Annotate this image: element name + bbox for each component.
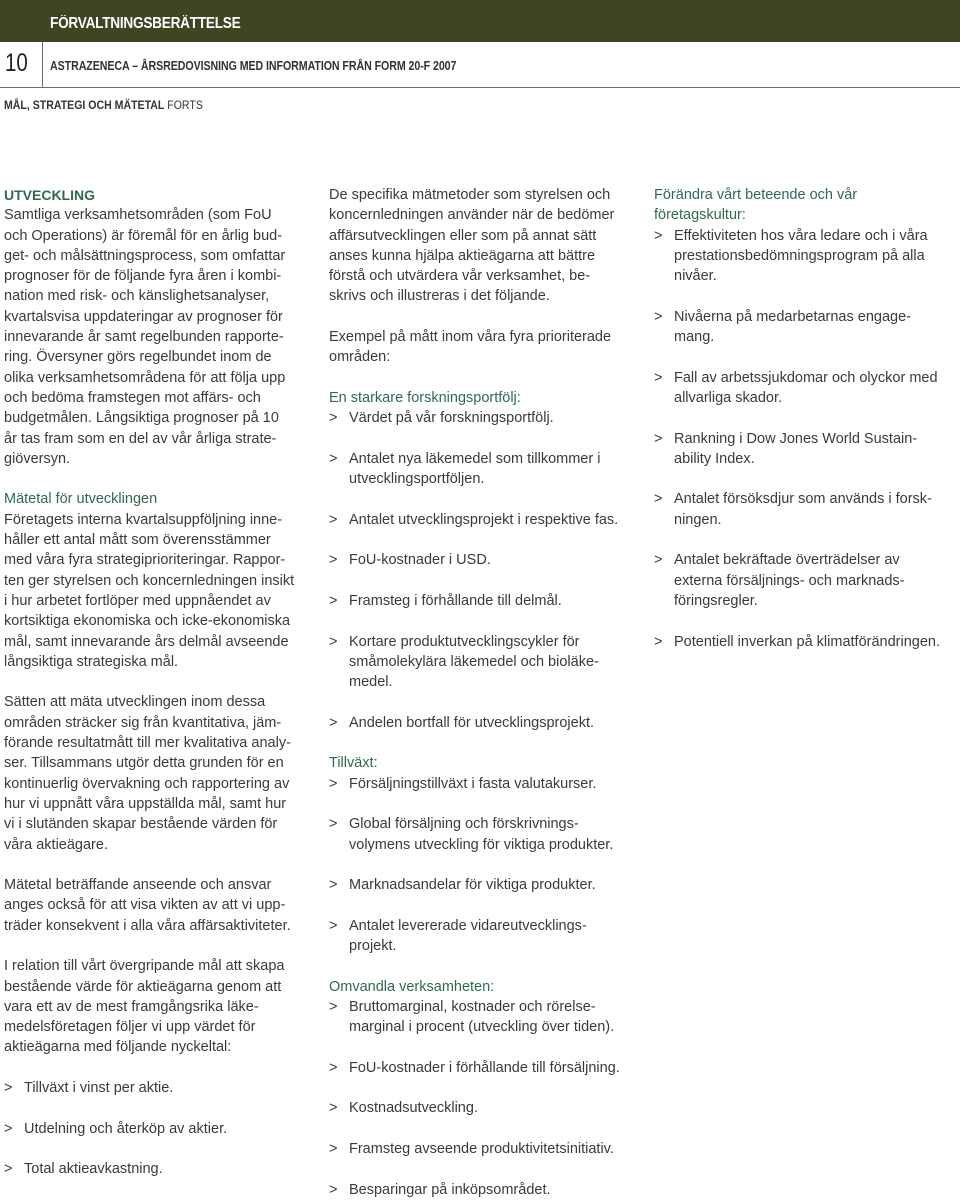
bullet-marker: > — [329, 450, 338, 467]
paragraph — [4, 875, 316, 936]
bullet-item — [654, 489, 960, 530]
bullet-list — [4, 1078, 316, 1179]
text-line: prognoser för de följande fyra åren i kombi- — [4, 268, 282, 285]
text-line: Samtliga verksamhetsområden (som FoU — [4, 207, 272, 224]
bullet-item — [654, 632, 960, 652]
bullet-marker: > — [329, 775, 338, 792]
subheading-bold: MÅL, STRATEGI OCH MÄTETAL — [4, 98, 165, 112]
bullet-text: Värdet på vår forskningsportfölj. — [349, 410, 554, 427]
bullet-marker: > — [654, 308, 663, 325]
text-line: De specifika mätmetoder som styrelsen och — [329, 187, 611, 203]
bullet-text: Antalet försöksdjur som används i forsk- — [674, 491, 932, 508]
text-line: affärsutvecklingen eller som på annat sätt — [329, 227, 597, 244]
bullet-item — [4, 1119, 316, 1139]
text-line: företagskultur: — [654, 207, 746, 224]
bullet-text: Potentiell inverkan på klimatförändringen. — [674, 633, 940, 650]
subheading-rest: FORTS — [164, 98, 203, 112]
text-line: bestående värde för aktieägarna genom att — [4, 978, 282, 995]
bullet-text: Framsteg avseende produktivitetsinitiativ. — [349, 1140, 614, 1157]
text-line: innevarande år samt regelbunden rapporte- — [4, 329, 284, 346]
bullet-text: ningen. — [674, 511, 722, 528]
paragraph — [329, 327, 645, 368]
bullet-marker: > — [4, 1161, 13, 1178]
bullet-marker: > — [329, 1140, 338, 1157]
bullet-text: Antalet utvecklingsprojekt i respektive fas. — [349, 511, 619, 528]
text-line: förstå och utvärdera vår verksamhet, be- — [329, 268, 591, 285]
bullet-item — [4, 1078, 316, 1098]
bullet-item — [329, 997, 645, 1038]
column-middle — [329, 185, 645, 1200]
group-title: En starkare forskningsportfölj: — [329, 389, 521, 406]
bullet-marker: > — [329, 1181, 338, 1198]
bullet-item — [329, 591, 645, 611]
bullet-text: Kostnadsutveckling. — [349, 1100, 478, 1117]
bullet-marker: > — [329, 877, 338, 894]
text-line: ser. Tillsammans utgör detta grunden för en — [4, 755, 284, 772]
column-right — [654, 185, 960, 652]
text-line: anges också för att visa vikten av att vi upp- — [4, 897, 286, 914]
bullet-text: Antalet bekräftade överträdelser av — [674, 552, 900, 569]
group-title: Omvandla verksamheten: — [329, 978, 495, 995]
text-line: vara ett av de mest framgångsrika läke- — [4, 998, 259, 1015]
text-line: områden: — [329, 349, 391, 366]
bullet-text: Nivåerna på medarbetarnas engage- — [674, 308, 911, 325]
bullet-text: föringsregler. — [674, 592, 758, 609]
bullet-marker: > — [654, 430, 663, 447]
bullet-item — [654, 550, 960, 611]
bullet-marker: > — [654, 369, 663, 386]
text-line: ten ger styrelsen och koncernledningen insikt — [4, 572, 295, 589]
bullet-item — [329, 713, 645, 733]
paragraph — [329, 185, 645, 307]
bullet-marker: > — [654, 552, 663, 569]
bullet-text: prestationsbedömningsprogram på alla — [674, 247, 925, 264]
page-number-text: 10 — [5, 49, 28, 77]
bullet-item — [329, 875, 645, 895]
bullet-item — [329, 550, 645, 570]
bullet-item — [329, 408, 645, 428]
text-line: och bedöma framstegen mot affärs- och — [4, 389, 261, 406]
bullet-text: småmolekylära läkemedel och bioläke- — [349, 653, 599, 670]
text-line: aktieägarna med följande nyckeltal: — [4, 1039, 232, 1056]
bullet-list — [654, 226, 960, 652]
bullet-text: projekt. — [349, 937, 397, 954]
bullet-item — [329, 1139, 645, 1159]
text-line: kvartalsvisa uppdateringar av prognoser för — [4, 308, 283, 325]
text-line: träder konsekvent i alla våra affärsaktiviteter. — [4, 917, 291, 934]
bullet-marker: > — [4, 1080, 13, 1097]
text-line: kontinuerlig övervakning och rapportering av — [4, 775, 290, 792]
bullet-text: ability Index. — [674, 450, 755, 467]
bullet-text: utvecklingsportföljen. — [349, 471, 485, 488]
bullet-text: Försäljningstillväxt i fasta valutakurser. — [349, 775, 597, 792]
bullet-text: nivåer. — [674, 268, 717, 285]
bullet-item — [329, 510, 645, 530]
text-line: år tas fram som en del av vår årliga strate- — [4, 430, 277, 447]
bullet-item — [329, 449, 645, 490]
bullet-marker: > — [329, 917, 338, 934]
bullet-text: Framsteg i förhållande till delmål. — [349, 592, 562, 609]
bullet-marker: > — [329, 633, 338, 650]
group-title: Tillväxt: — [329, 755, 378, 772]
bullet-text: Utdelning och återköp av aktier. — [24, 1120, 228, 1137]
bullet-marker: > — [329, 511, 338, 528]
text-line: områden sträcker sig från kvantitativa, jäm- — [4, 714, 282, 731]
bullet-text: Antalet nya läkemedel som tillkommer i — [349, 450, 601, 467]
text-line: koncernledningen använder när de bedömer — [329, 207, 615, 224]
bullet-text: allvarliga skador. — [674, 389, 782, 406]
text-line: skrivs och illustreras i det följande. — [329, 288, 550, 305]
text-line: giöversyn. — [4, 450, 71, 467]
paragraph — [4, 692, 316, 854]
text-line: och Operations) är föremål för en årlig bud- — [4, 227, 283, 244]
bullet-text: Marknadsandelar för viktiga produkter. — [349, 877, 596, 894]
text-line: I relation till vårt övergripande mål att skapa — [4, 958, 285, 975]
text-line: anses kunna hjälpa aktieägarna att bättre — [329, 247, 596, 264]
bullet-text: Bruttomarginal, kostnader och rörelse- — [349, 998, 596, 1015]
bullet-text: marginal i procent (utveckling över tiden). — [349, 1019, 615, 1036]
bullet-item — [4, 1159, 316, 1179]
bullet-marker: > — [329, 1059, 338, 1076]
text-line: Företagets interna kvartalsuppföljning inne- — [4, 511, 283, 528]
bullet-marker: > — [329, 714, 338, 731]
bullet-item — [329, 632, 645, 693]
bullet-item — [329, 774, 645, 794]
bullet-item — [329, 916, 645, 957]
text-line: förande resultatmått till mer kvalitativa analy- — [4, 735, 291, 752]
bullet-marker: > — [329, 816, 338, 833]
paragraph — [4, 205, 316, 469]
bullet-text: Global försäljning och förskrivnings- — [349, 816, 579, 833]
bullet-text: Effektiviteten hos våra ledare och i våra — [674, 227, 928, 244]
text-line: i hur arbetet fortlöper med uppnåendet av — [4, 592, 271, 609]
bullet-text: Andelen bortfall för utvecklingsprojekt. — [349, 714, 595, 731]
bullet-text: Fall av arbetssjukdomar och olyckor med — [674, 369, 938, 386]
heading-matetal: Mätetal för utvecklingen — [4, 491, 158, 508]
bullet-list — [329, 997, 645, 1200]
text-line: medelsföretagen följer vi upp värdet för — [4, 1019, 256, 1036]
text-line: våra aktieägare. — [4, 836, 108, 853]
text-line: budgetmålen. Långsiktiga prognoser på 10 — [4, 410, 279, 427]
text-line: hur vi uppnått våra uppställda mål, samt hur — [4, 795, 287, 812]
bullet-text: FoU-kostnader i förhållande till försäljning. — [349, 1059, 620, 1076]
bullet-item — [329, 814, 645, 855]
document-title: ASTRAZENECA – ÅRSREDOVISNING MED INFORMATION FRÅN FORM 20-F 2007 — [50, 58, 457, 73]
text-line: långsiktiga strategiska mål. — [4, 653, 179, 670]
paragraph — [4, 956, 316, 1057]
text-line: kortsiktiga ekonomiska och icke-ekonomiska — [4, 613, 291, 630]
heading-utveckling: UTVECKLING — [4, 187, 95, 203]
bullet-text: Kortare produktutvecklingscykler för — [349, 633, 580, 650]
divider — [42, 42, 43, 87]
bullet-marker: > — [329, 410, 338, 427]
bullet-item — [654, 368, 960, 409]
bullet-marker: > — [329, 552, 338, 569]
bullet-text: externa försäljnings- och marknads- — [674, 572, 905, 589]
bullet-list — [329, 408, 645, 733]
text-line: vi i slutänden skapar bestående värden för — [4, 816, 278, 833]
group-title — [654, 185, 960, 226]
text-line: Mätetal beträffande anseende och ansvar — [4, 877, 272, 894]
text-line: med våra fyra strategiprioriteringar. Rappor- — [4, 552, 286, 569]
text-line: olika verksamhetsområdena för att följa upp — [4, 369, 286, 386]
bullet-text: medel. — [349, 674, 393, 691]
bullet-marker: > — [4, 1120, 13, 1137]
bullet-marker: > — [329, 998, 338, 1015]
section-title: FÖRVALTNINGSBERÄTTELSE — [50, 15, 241, 32]
bullet-text: FoU-kostnader i USD. — [349, 552, 491, 569]
bullet-marker: > — [329, 592, 338, 609]
text-line: håller ett antal mått som överensstämmer — [4, 532, 271, 549]
bullet-text: volymens utveckling för viktiga produkter. — [349, 836, 614, 853]
bullet-item — [654, 226, 960, 287]
bullet-text: Besparingar på inköpsområdet. — [349, 1181, 551, 1198]
section-header-bar — [0, 0, 960, 42]
text-line: get- och målsättningsprocess, som omfattar — [4, 247, 286, 264]
bullet-list — [329, 774, 645, 957]
bullet-item — [329, 1180, 645, 1200]
bullet-text: Antalet levererade vidareutvecklings- — [349, 917, 587, 934]
bullet-marker: > — [654, 227, 663, 244]
paragraph — [4, 510, 316, 672]
column-left — [4, 185, 316, 1180]
text-line: Exempel på mått inom våra fyra prioriterade — [329, 329, 612, 346]
bullet-item — [329, 1098, 645, 1118]
text-line: ring. Översyner görs regelbundet inom de — [4, 349, 272, 366]
bullet-marker: > — [654, 491, 663, 508]
bullet-marker: > — [329, 1100, 338, 1117]
text-line: Sätten att mäta utvecklingen inom dessa — [4, 694, 266, 711]
bullet-text: Rankning i Dow Jones World Sustain- — [674, 430, 918, 447]
bullet-text: Total aktieavkastning. — [24, 1161, 163, 1178]
bullet-item — [654, 307, 960, 348]
text-line: Förändra vårt beteende och vår — [654, 187, 858, 203]
page-number — [0, 45, 42, 87]
bullet-text: Tillväxt i vinst per aktie. — [24, 1080, 174, 1097]
text-line: mål, samt innevarande års delmål avseende — [4, 633, 289, 650]
bullet-marker: > — [654, 633, 663, 650]
subheading — [4, 98, 203, 112]
text-line: nation med risk- och känslighetsanalyser, — [4, 288, 270, 305]
bullet-item — [329, 1058, 645, 1078]
bullet-item — [654, 429, 960, 470]
bullet-text: mang. — [674, 329, 715, 346]
